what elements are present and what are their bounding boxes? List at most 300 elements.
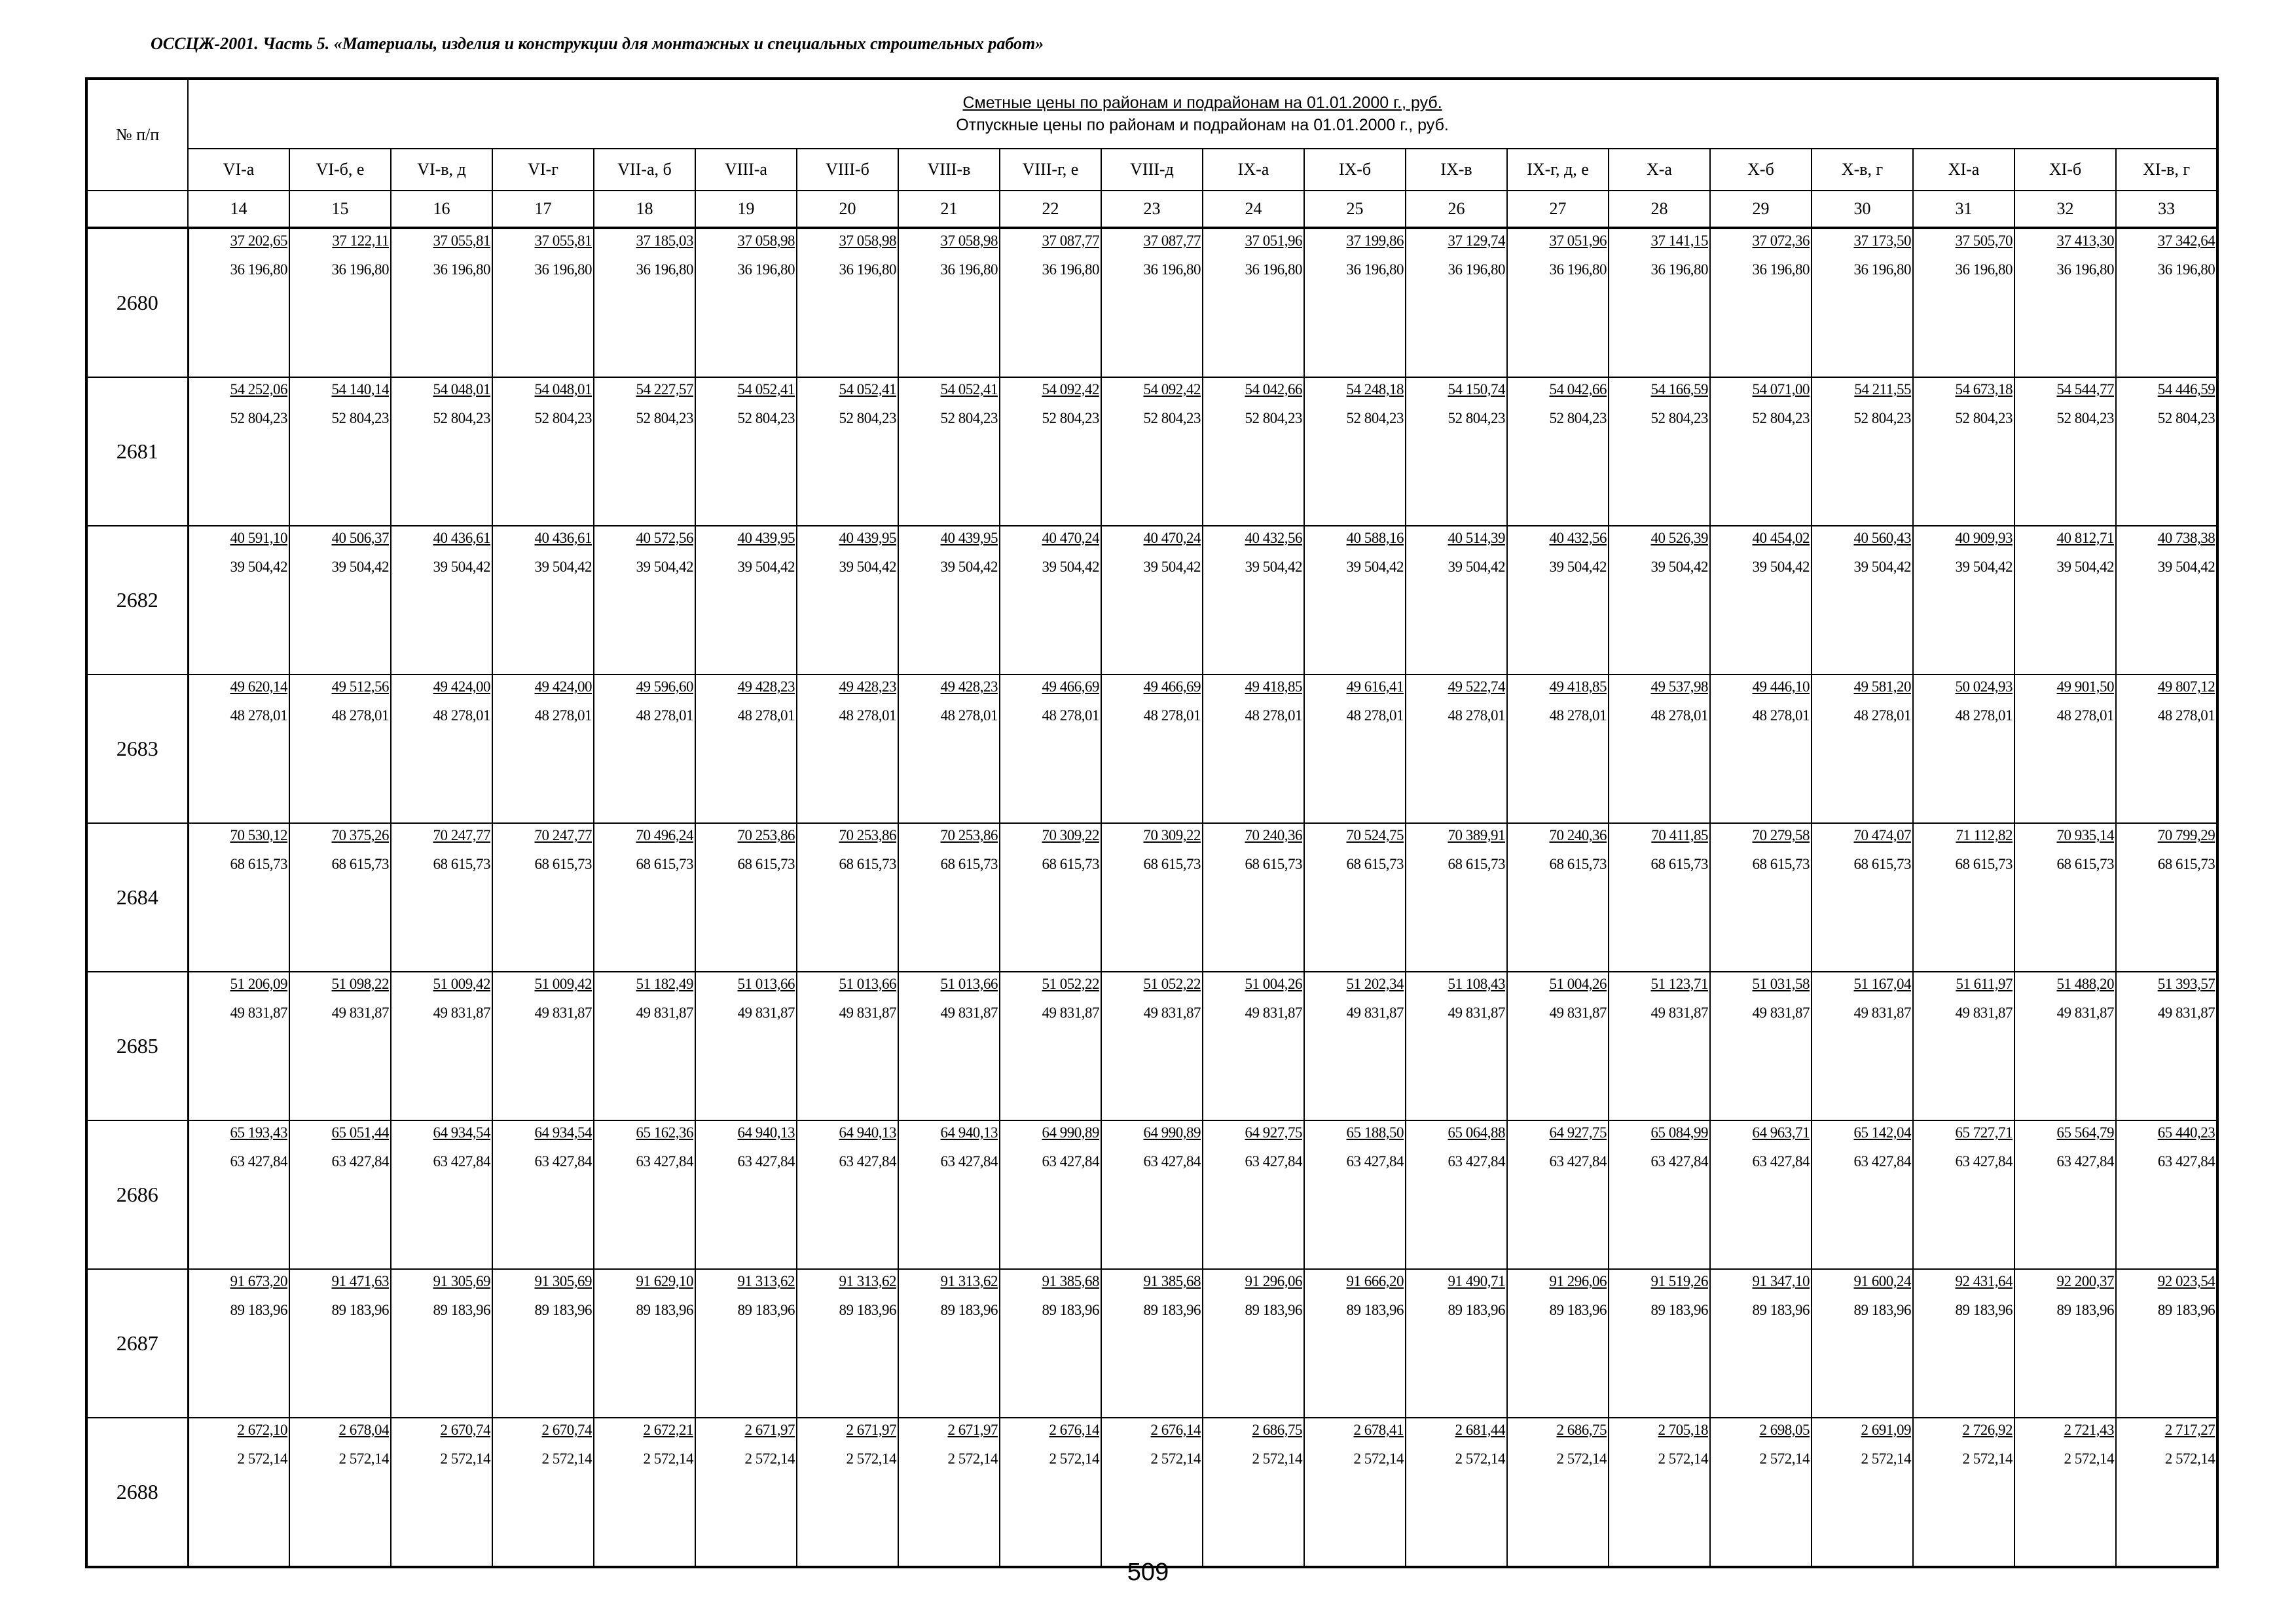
price-cell — [797, 1120, 898, 1269]
region-header: XI-б — [2014, 149, 2116, 191]
estimate-price: 2 686,75 — [1252, 1422, 1302, 1438]
release-price: 36 196,80 — [331, 261, 389, 278]
estimate-price: 2 681,44 — [1455, 1422, 1505, 1438]
region-header: VIII-б — [797, 149, 898, 191]
release-price: 63 427,84 — [534, 1153, 592, 1170]
release-price: 89 183,96 — [839, 1302, 896, 1318]
page-number: 509 — [1127, 1559, 1169, 1586]
estimate-price: 51 123,71 — [1650, 976, 1708, 992]
estimate-price: 71 112,82 — [1956, 827, 2013, 843]
estimate-price: 64 990,89 — [1042, 1124, 1099, 1141]
price-cell — [695, 228, 797, 377]
estimate-price: 54 071,00 — [1752, 381, 1810, 397]
estimate-price: 92 200,37 — [2056, 1273, 2114, 1289]
price-cell — [1812, 526, 1913, 674]
release-price: 63 427,84 — [1448, 1153, 1505, 1170]
column-index: 19 — [695, 191, 797, 228]
price-cell — [289, 1269, 391, 1418]
estimate-price: 51 206,09 — [230, 976, 287, 992]
region-header: XI-в, г — [2116, 149, 2217, 191]
price-cell — [2014, 526, 2116, 674]
estimate-price: 64 927,75 — [1245, 1124, 1302, 1141]
estimate-price: 37 051,96 — [1245, 232, 1302, 249]
release-price: 36 196,80 — [839, 261, 896, 278]
release-price: 39 504,42 — [2157, 559, 2215, 575]
release-price: 2 572,14 — [1049, 1450, 1099, 1467]
estimate-price: 91 296,06 — [1245, 1273, 1302, 1289]
estimate-price: 51 052,22 — [1143, 976, 1201, 992]
release-price: 2 572,14 — [846, 1450, 896, 1467]
release-price: 68 615,73 — [1448, 856, 1505, 872]
estimate-price: 70 279,58 — [1752, 827, 1810, 843]
estimate-price: 40 432,56 — [1245, 530, 1302, 546]
region-header: VIII-а — [695, 149, 797, 191]
estimate-price: 65 564,79 — [2056, 1124, 2114, 1141]
price-cell — [695, 1269, 797, 1418]
release-price: 36 196,80 — [737, 261, 795, 278]
price-cell — [2116, 1120, 2217, 1269]
release-price: 68 615,73 — [940, 856, 998, 872]
release-price: 63 427,84 — [2157, 1153, 2215, 1170]
estimate-price: 40 588,16 — [1346, 530, 1404, 546]
price-cell — [1101, 377, 1203, 526]
price-cell — [492, 228, 594, 377]
estimate-price: 37 087,77 — [1042, 232, 1099, 249]
price-cell — [1304, 972, 1406, 1120]
release-price: 2 572,14 — [1556, 1450, 1607, 1467]
estimate-price: 91 305,69 — [534, 1273, 592, 1289]
estimate-price: 70 253,86 — [737, 827, 795, 843]
release-price: 39 504,42 — [433, 559, 490, 575]
price-cell — [391, 1418, 492, 1567]
release-price: 39 504,42 — [230, 559, 287, 575]
release-price: 89 183,96 — [1042, 1302, 1099, 1318]
estimate-price: 51 009,42 — [433, 976, 490, 992]
table-row — [86, 1120, 2217, 1269]
estimate-price: 49 616,41 — [1346, 678, 1404, 695]
estimate-price: 50 024,93 — [1955, 678, 2013, 695]
price-cell — [1406, 1418, 1507, 1567]
price-cell — [1406, 526, 1507, 674]
region-header: X-а — [1609, 149, 1710, 191]
release-prices-title: Отпускные цены по районам и подрайонам на 01.01.2000 г., руб. — [956, 116, 1449, 134]
price-cell — [1609, 823, 1710, 972]
price-cell — [492, 1418, 594, 1567]
release-price: 36 196,80 — [1752, 261, 1810, 278]
price-cell — [1913, 823, 2014, 972]
release-price: 89 183,96 — [1245, 1302, 1302, 1318]
estimate-price: 2 671,97 — [744, 1422, 795, 1438]
estimate-price: 91 385,68 — [1042, 1273, 1099, 1289]
estimate-price: 91 471,63 — [331, 1273, 389, 1289]
price-cell — [898, 228, 1000, 377]
release-price: 68 615,73 — [1853, 856, 1911, 872]
table-row — [86, 972, 2217, 1120]
estimate-price: 65 727,71 — [1955, 1124, 2013, 1141]
release-price: 68 615,73 — [2056, 856, 2114, 872]
price-cell — [797, 228, 898, 377]
price-cell — [2116, 526, 2217, 674]
estimate-price: 51 108,43 — [1448, 976, 1505, 992]
estimate-price: 70 253,86 — [839, 827, 896, 843]
estimate-price: 37 173,50 — [1853, 232, 1911, 249]
estimate-price: 49 428,23 — [839, 678, 896, 695]
estimate-price: 54 052,41 — [839, 381, 896, 397]
price-cell — [2014, 1269, 2116, 1418]
price-cell — [1507, 1120, 1609, 1269]
release-price: 36 196,80 — [2157, 261, 2215, 278]
price-cell — [898, 823, 1000, 972]
estimate-price: 70 247,77 — [534, 827, 592, 843]
release-price: 63 427,84 — [1346, 1153, 1404, 1170]
release-price: 52 804,23 — [940, 410, 998, 426]
price-cell — [898, 1418, 1000, 1567]
release-price: 2 572,14 — [1150, 1450, 1201, 1467]
release-price: 89 183,96 — [230, 1302, 287, 1318]
release-price: 68 615,73 — [1650, 856, 1708, 872]
estimate-price: 51 052,22 — [1042, 976, 1099, 992]
price-cell — [289, 1418, 391, 1567]
price-cell — [289, 674, 391, 823]
estimate-price: 70 524,75 — [1346, 827, 1404, 843]
release-price: 39 504,42 — [2056, 559, 2114, 575]
estimate-price: 40 470,24 — [1042, 530, 1099, 546]
release-price: 36 196,80 — [940, 261, 998, 278]
release-price: 48 278,01 — [1955, 707, 2013, 724]
release-price: 36 196,80 — [1245, 261, 1302, 278]
column-index: 29 — [1710, 191, 1812, 228]
release-price: 63 427,84 — [839, 1153, 896, 1170]
region-header: VIII-г, е — [1000, 149, 1101, 191]
estimate-price: 2 670,74 — [541, 1422, 592, 1438]
release-price: 48 278,01 — [1042, 707, 1099, 724]
release-price: 52 804,23 — [1752, 410, 1810, 426]
table-row — [86, 1269, 2217, 1418]
price-cell — [594, 823, 695, 972]
price-cell — [1609, 526, 1710, 674]
estimate-price: 54 211,55 — [1854, 381, 1911, 397]
release-price: 36 196,80 — [2056, 261, 2114, 278]
estimate-price: 70 530,12 — [230, 827, 287, 843]
price-cell — [898, 674, 1000, 823]
estimate-price: 37 202,65 — [230, 232, 287, 249]
release-price: 49 831,87 — [1955, 1005, 2013, 1021]
release-price: 68 615,73 — [433, 856, 490, 872]
release-price: 2 572,14 — [440, 1450, 490, 1467]
row-number: 2687 — [86, 1269, 188, 1418]
release-price: 2 572,14 — [2164, 1450, 2215, 1467]
price-cell — [1609, 972, 1710, 1120]
release-price: 2 572,14 — [1962, 1450, 2013, 1467]
estimate-price: 70 799,29 — [2157, 827, 2215, 843]
estimate-price: 40 591,10 — [230, 530, 287, 546]
release-price: 36 196,80 — [534, 261, 592, 278]
region-header: VI-г — [492, 149, 594, 191]
price-cell — [898, 1269, 1000, 1418]
release-price: 49 831,87 — [940, 1005, 998, 1021]
estimate-price: 70 496,24 — [636, 827, 693, 843]
release-price: 52 804,23 — [1143, 410, 1201, 426]
estimate-price: 70 411,85 — [1651, 827, 1708, 843]
release-price: 39 504,42 — [839, 559, 896, 575]
price-cell — [492, 526, 594, 674]
price-cell — [1406, 1120, 1507, 1269]
release-price: 68 615,73 — [636, 856, 693, 872]
estimate-price: 49 418,85 — [1245, 678, 1302, 695]
release-price: 39 504,42 — [1752, 559, 1810, 575]
price-cell — [1609, 1418, 1710, 1567]
price-cell — [797, 1269, 898, 1418]
price-cell — [1304, 674, 1406, 823]
release-price: 49 831,87 — [1143, 1005, 1201, 1021]
price-cell — [594, 526, 695, 674]
estimate-price: 51 182,49 — [636, 976, 693, 992]
release-price: 68 615,73 — [1042, 856, 1099, 872]
region-header: VIII-д — [1101, 149, 1203, 191]
release-price: 89 183,96 — [433, 1302, 490, 1318]
price-cell — [695, 526, 797, 674]
release-price: 89 183,96 — [534, 1302, 592, 1318]
price-cell — [1203, 972, 1304, 1120]
estimate-price: 54 052,41 — [940, 381, 998, 397]
release-price: 52 804,23 — [1042, 410, 1099, 426]
price-cell — [1406, 972, 1507, 1120]
release-price: 49 831,87 — [636, 1005, 693, 1021]
estimate-price: 54 140,14 — [331, 381, 389, 397]
estimate-price: 70 309,22 — [1042, 827, 1099, 843]
estimate-price: 37 413,30 — [2056, 232, 2114, 249]
estimate-price: 40 470,24 — [1143, 530, 1201, 546]
column-index: 14 — [188, 191, 289, 228]
region-header: X-б — [1710, 149, 1812, 191]
price-cell — [1203, 1269, 1304, 1418]
release-price: 2 572,14 — [2064, 1450, 2114, 1467]
estimate-price: 64 940,13 — [940, 1124, 998, 1141]
table-row — [86, 823, 2217, 972]
price-cell — [1609, 674, 1710, 823]
release-price: 36 196,80 — [1448, 261, 1505, 278]
price-cell — [188, 823, 289, 972]
price-cell — [1304, 1418, 1406, 1567]
estimate-price: 49 424,00 — [433, 678, 490, 695]
release-price: 63 427,84 — [636, 1153, 693, 1170]
region-header: IX-г, д, е — [1507, 149, 1609, 191]
release-price: 63 427,84 — [940, 1153, 998, 1170]
price-cell — [1101, 526, 1203, 674]
price-cell — [1000, 526, 1101, 674]
release-price: 49 831,87 — [2157, 1005, 2215, 1021]
estimate-price: 2 698,05 — [1759, 1422, 1810, 1438]
column-index: 33 — [2116, 191, 2217, 228]
estimate-price: 51 004,26 — [1549, 976, 1607, 992]
release-price: 39 504,42 — [1245, 559, 1302, 575]
price-cell — [1609, 1269, 1710, 1418]
release-price: 52 804,23 — [737, 410, 795, 426]
price-cell — [898, 526, 1000, 674]
release-price: 48 278,01 — [1346, 707, 1404, 724]
release-price: 48 278,01 — [1549, 707, 1607, 724]
price-cell — [1101, 228, 1203, 377]
price-cell — [289, 972, 391, 1120]
release-price: 68 615,73 — [1549, 856, 1607, 872]
release-price: 68 615,73 — [534, 856, 592, 872]
estimate-price: 40 439,95 — [940, 530, 998, 546]
release-price: 52 804,23 — [230, 410, 287, 426]
price-cell — [1812, 972, 1913, 1120]
estimate-price: 54 248,18 — [1346, 381, 1404, 397]
release-price: 48 278,01 — [1650, 707, 1708, 724]
price-cell — [492, 972, 594, 1120]
price-cell — [1304, 823, 1406, 972]
price-cell — [391, 377, 492, 526]
price-cell — [188, 377, 289, 526]
price-cell — [1507, 823, 1609, 972]
release-price: 36 196,80 — [1346, 261, 1404, 278]
price-cell — [594, 228, 695, 377]
estimate-price: 91 629,10 — [636, 1273, 693, 1289]
release-price: 36 196,80 — [636, 261, 693, 278]
price-cell — [1812, 1120, 1913, 1269]
estimate-price: 37 072,36 — [1752, 232, 1810, 249]
release-price: 63 427,84 — [230, 1153, 287, 1170]
release-price: 36 196,80 — [1955, 261, 2013, 278]
estimate-price: 91 313,62 — [839, 1273, 896, 1289]
estimate-price: 51 013,66 — [839, 976, 896, 992]
estimate-price: 51 031,58 — [1752, 976, 1810, 992]
price-cell — [898, 377, 1000, 526]
estimate-price: 37 122,11 — [332, 232, 389, 249]
release-price: 36 196,80 — [1143, 261, 1201, 278]
column-index: 27 — [1507, 191, 1609, 228]
price-cell — [1710, 377, 1812, 526]
release-price: 36 196,80 — [1042, 261, 1099, 278]
column-index-row — [86, 191, 2217, 228]
estimate-price: 49 428,23 — [737, 678, 795, 695]
estimate-price: 2 671,97 — [947, 1422, 998, 1438]
release-price: 52 804,23 — [1448, 410, 1505, 426]
release-price: 63 427,84 — [331, 1153, 389, 1170]
release-price: 89 183,96 — [1143, 1302, 1201, 1318]
release-price: 52 804,23 — [1955, 410, 2013, 426]
estimate-price: 51 167,04 — [1853, 976, 1911, 992]
release-price: 68 615,73 — [230, 856, 287, 872]
release-price: 49 831,87 — [1752, 1005, 1810, 1021]
release-price: 39 504,42 — [1042, 559, 1099, 575]
region-header: VI-а — [188, 149, 289, 191]
release-price: 52 804,23 — [1853, 410, 1911, 426]
row-number: 2680 — [86, 228, 188, 377]
release-price: 36 196,80 — [433, 261, 490, 278]
price-cell — [188, 526, 289, 674]
price-cell — [1913, 1269, 2014, 1418]
price-cell — [1710, 1418, 1812, 1567]
column-index: 32 — [2014, 191, 2116, 228]
column-index: 20 — [797, 191, 898, 228]
estimate-price: 49 537,98 — [1650, 678, 1708, 695]
price-cell — [391, 526, 492, 674]
price-cell — [1710, 823, 1812, 972]
estimate-price: 49 512,56 — [331, 678, 389, 695]
price-cell — [898, 1120, 1000, 1269]
price-cell — [1000, 1120, 1101, 1269]
price-cell — [188, 674, 289, 823]
price-cell — [1406, 674, 1507, 823]
price-cell — [1000, 377, 1101, 526]
price-cell — [1101, 1418, 1203, 1567]
release-price: 2 572,14 — [1252, 1450, 1302, 1467]
estimate-price: 65 142,04 — [1853, 1124, 1911, 1141]
price-cell — [1812, 228, 1913, 377]
region-header: VIII-в — [898, 149, 1000, 191]
release-price: 52 804,23 — [1549, 410, 1607, 426]
release-price: 63 427,84 — [737, 1153, 795, 1170]
column-index: 16 — [391, 191, 492, 228]
table-title-row — [86, 79, 2217, 149]
release-price: 63 427,84 — [1955, 1153, 2013, 1170]
release-price: 68 615,73 — [839, 856, 896, 872]
release-price: 2 572,14 — [1455, 1450, 1505, 1467]
price-cell — [1507, 377, 1609, 526]
estimate-price: 2 717,27 — [2164, 1422, 2215, 1438]
release-price: 49 831,87 — [839, 1005, 896, 1021]
price-cell — [2116, 377, 2217, 526]
release-price: 89 183,96 — [636, 1302, 693, 1318]
price-cell — [492, 823, 594, 972]
estimate-price: 54 052,41 — [737, 381, 795, 397]
estimate-price: 65 084,99 — [1650, 1124, 1708, 1141]
release-price: 36 196,80 — [1549, 261, 1607, 278]
price-cell — [492, 1120, 594, 1269]
price-cell — [492, 674, 594, 823]
estimate-price: 91 313,62 — [940, 1273, 998, 1289]
price-cell — [1710, 674, 1812, 823]
release-price: 39 504,42 — [1346, 559, 1404, 575]
price-cell — [1406, 823, 1507, 972]
price-cell — [797, 1418, 898, 1567]
release-price: 48 278,01 — [1448, 707, 1505, 724]
price-cell — [1507, 1269, 1609, 1418]
release-price: 89 183,96 — [2056, 1302, 2114, 1318]
estimate-price: 40 909,93 — [1955, 530, 2013, 546]
price-cell — [391, 972, 492, 1120]
estimate-price: 37 055,81 — [433, 232, 490, 249]
price-cell — [2116, 228, 2217, 377]
estimate-price: 65 162,36 — [636, 1124, 693, 1141]
price-cell — [1913, 1418, 2014, 1567]
price-cell — [695, 377, 797, 526]
estimate-price: 2 672,21 — [643, 1422, 693, 1438]
release-price: 68 615,73 — [1955, 856, 2013, 872]
release-price: 52 804,23 — [1650, 410, 1708, 426]
estimate-price: 37 505,70 — [1955, 232, 2013, 249]
price-cell — [1304, 1120, 1406, 1269]
price-cell — [695, 1120, 797, 1269]
column-index: 18 — [594, 191, 695, 228]
release-price: 89 183,96 — [1955, 1302, 2013, 1318]
price-cell — [695, 674, 797, 823]
estimate-price: 51 013,66 — [737, 976, 795, 992]
estimate-price: 64 927,75 — [1549, 1124, 1607, 1141]
price-cell — [188, 972, 289, 1120]
estimate-price: 2 670,74 — [440, 1422, 490, 1438]
table-row — [86, 377, 2217, 526]
price-cell — [1406, 228, 1507, 377]
price-cell — [1203, 526, 1304, 674]
estimate-price: 51 013,66 — [940, 976, 998, 992]
release-price: 36 196,80 — [230, 261, 287, 278]
estimate-price: 65 051,44 — [331, 1124, 389, 1141]
price-cell — [1406, 1269, 1507, 1418]
